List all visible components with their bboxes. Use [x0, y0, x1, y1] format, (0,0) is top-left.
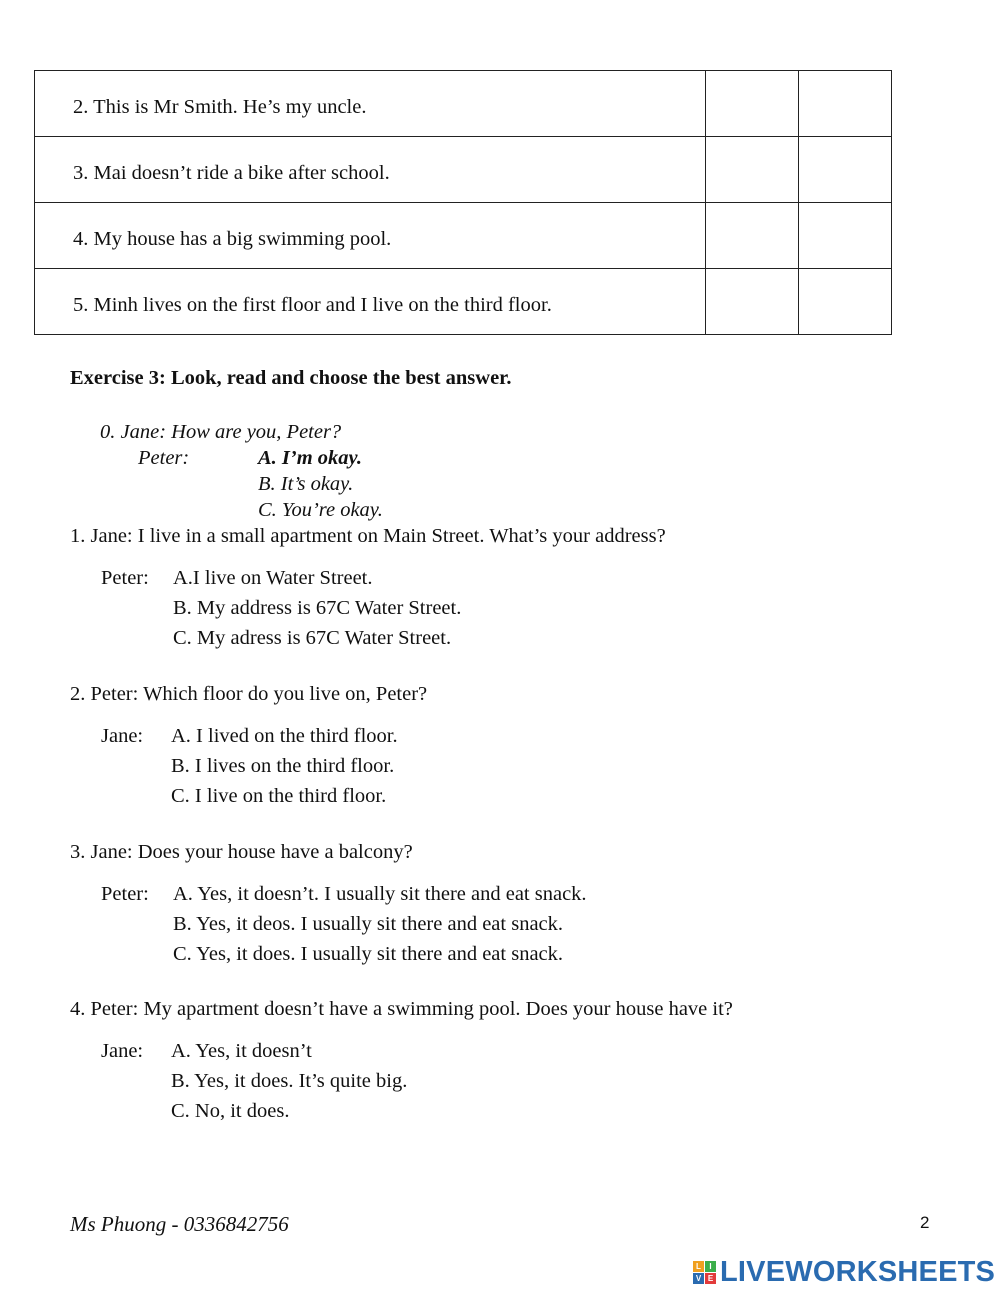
true-answer-box[interactable] [706, 137, 799, 203]
false-answer-box[interactable] [799, 203, 892, 269]
logo-text: LIVEWORKSHEETS [720, 1256, 996, 1288]
logo-letter: I [705, 1261, 716, 1272]
question-1-option-b[interactable]: B. My address is 67C Water Street. [173, 597, 462, 619]
question-1-option-a[interactable]: A.I live on Water Street. [173, 567, 373, 589]
question-2-speaker: Jane: [101, 725, 144, 747]
example-answer-b: B. It’s okay. [258, 473, 354, 495]
false-answer-box[interactable] [799, 71, 892, 137]
question-1-option-c[interactable]: C. My adress is 67C Water Street. [173, 627, 452, 649]
question-2-option-b[interactable]: B. I lives on the third floor. [171, 755, 395, 777]
question-3-option-c[interactable]: C. Yes, it does. I usually sit there and eat snack. [173, 943, 564, 965]
logo-letter: V [693, 1273, 704, 1284]
question-2: 2. Peter: Which floor do you live on, Peter? [70, 683, 428, 705]
statement-cell: 4. My house has a big swimming pool. [35, 203, 706, 269]
question-3-speaker: Peter: [101, 883, 149, 905]
logo-letter: L [693, 1261, 704, 1272]
question-3-option-a[interactable]: A. Yes, it doesn’t. I usually sit there and eat snack. [173, 883, 587, 905]
table-row [35, 203, 892, 269]
table-row [35, 137, 892, 203]
question-1: 1. Jane: I live in a small apartment on Main Street. What’s your address? [70, 525, 666, 547]
example-question: 0. Jane: How are you, Peter? [100, 421, 342, 443]
true-answer-box[interactable] [706, 269, 799, 335]
true-answer-box[interactable] [706, 71, 799, 137]
example-answer-c: C. You’re okay. [258, 499, 383, 521]
page-number: 2 [920, 1213, 930, 1232]
statement-cell: 2. This is Mr Smith. He’s my uncle. [35, 71, 706, 137]
question-4: 4. Peter: My apartment doesn’t have a swimming pool. Does your house have it? [70, 998, 733, 1020]
question-2-option-a[interactable]: A. I lived on the third floor. [171, 725, 398, 747]
question-4-option-c[interactable]: C. No, it does. [171, 1100, 290, 1122]
logo-letter: E [705, 1273, 716, 1284]
false-answer-box[interactable] [799, 137, 892, 203]
true-false-table [34, 70, 892, 335]
question-4-option-b[interactable]: B. Yes, it does. It’s quite big. [171, 1070, 408, 1092]
liveworksheets-logo [693, 1256, 995, 1289]
question-1-speaker: Peter: [101, 567, 149, 589]
table-row [35, 269, 892, 335]
false-answer-box[interactable] [799, 269, 892, 335]
statement-cell: 3. Mai doesn’t ride a bike after school. [35, 137, 706, 203]
true-answer-box[interactable] [706, 203, 799, 269]
question-2-option-c[interactable]: C. I live on the third floor. [171, 785, 387, 807]
example-answer-a: A. I’m okay. [258, 447, 363, 469]
statement-cell: 5. Minh lives on the first floor and I live on the third floor. [35, 269, 706, 335]
table-row [35, 71, 892, 137]
question-3-option-b[interactable]: B. Yes, it deos. I usually sit there and eat snack. [173, 913, 564, 935]
exercise-3-title: Exercise 3: Look, read and choose the best answer. [70, 367, 512, 389]
footer-author: Ms Phuong - 0336842756 [70, 1212, 289, 1236]
example-speaker: Peter: [138, 447, 190, 469]
logo-icon [693, 1261, 716, 1284]
question-4-speaker: Jane: [101, 1040, 144, 1062]
question-3: 3. Jane: Does your house have a balcony? [70, 841, 413, 863]
question-4-option-a[interactable]: A. Yes, it doesn’t [171, 1040, 312, 1062]
